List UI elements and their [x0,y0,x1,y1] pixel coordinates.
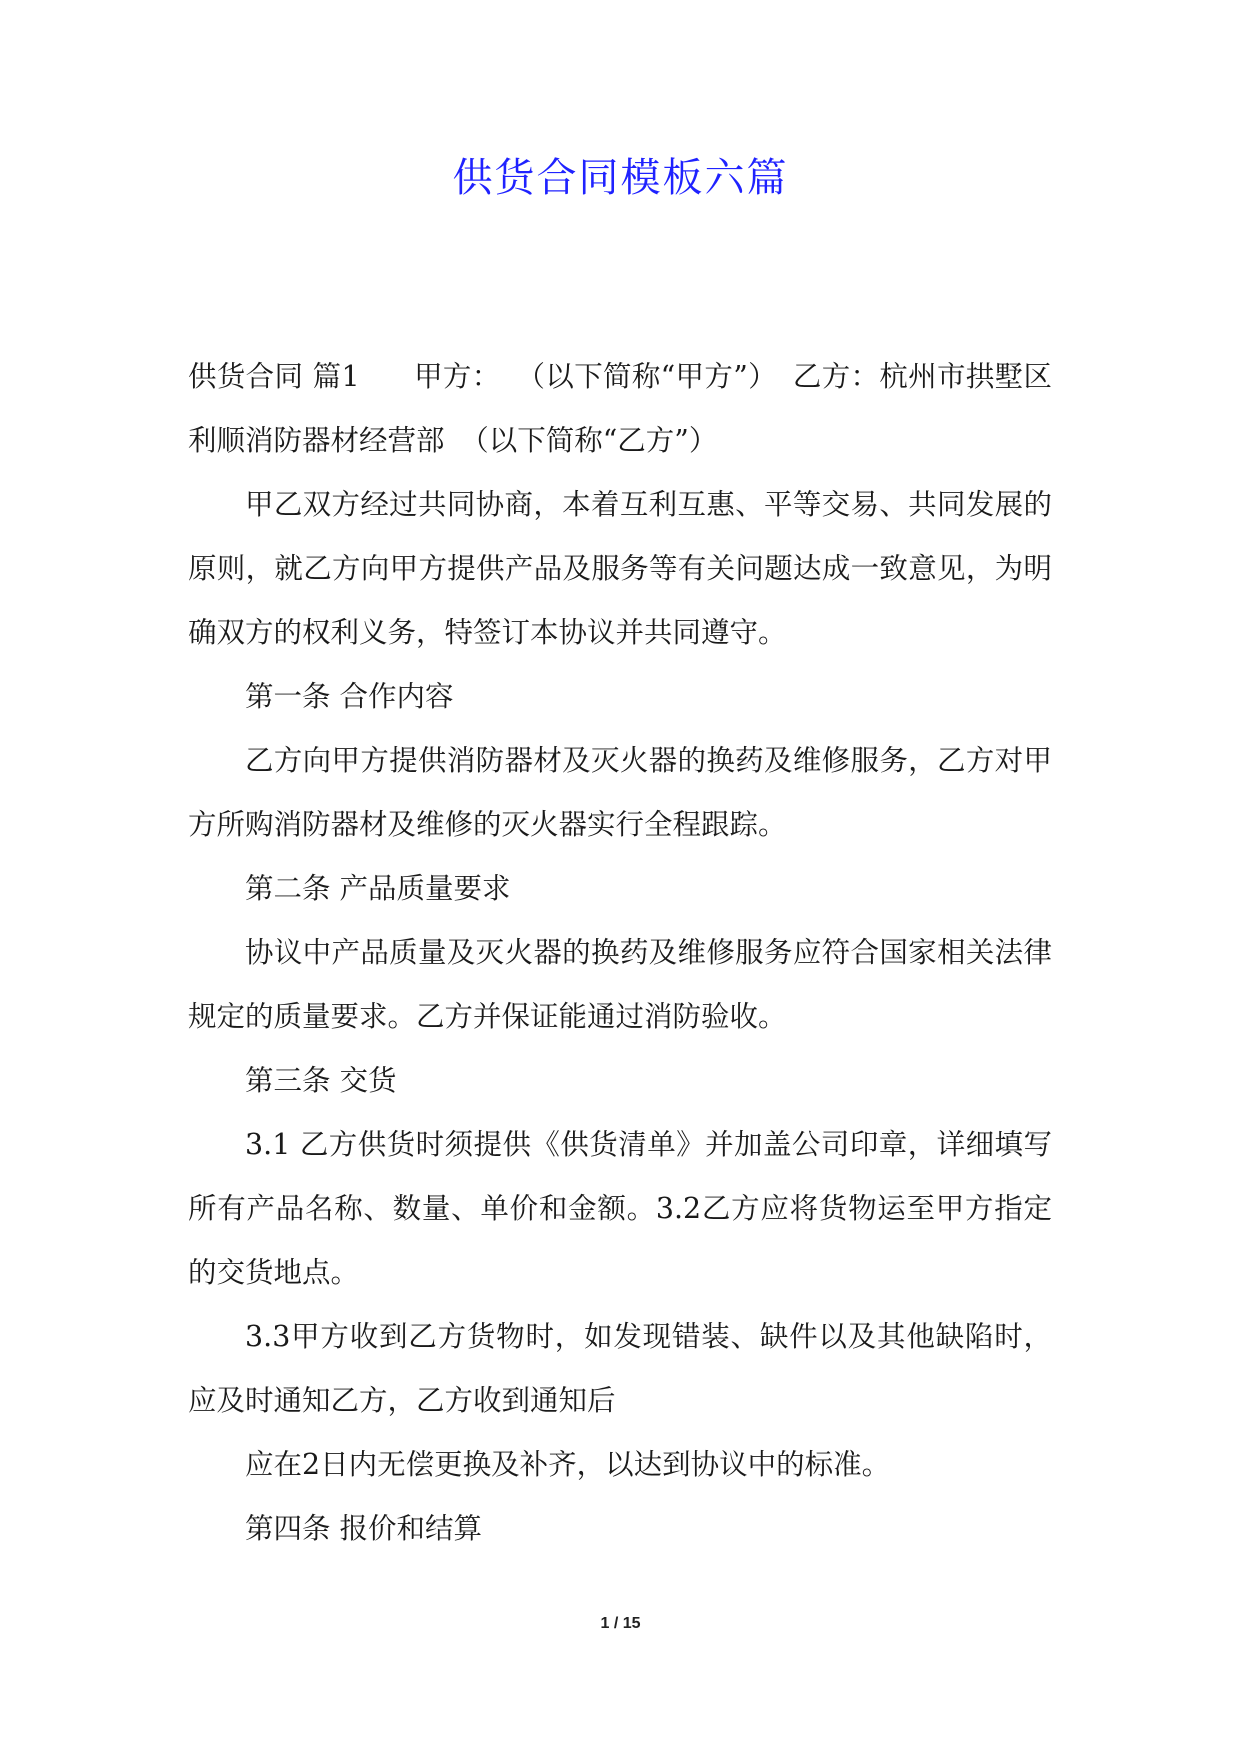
paragraph-preamble: 甲乙双方经过共同协商，本着互利互惠、平等交易、共同发展的原则，就乙方向甲方提供产品及服务等有关问题达成一致意见，为明确双方的权利义务，特签订本协议并共同遵守。 [188,488,1052,649]
article-2-text: 协议中产品质量及灭火器的换药及维修服务应符合国家相关法律规定的质量要求。乙方并保证能通过消防验收。 [188,936,1052,1033]
party-b-label: 乙方：杭州市拱墅区利顺消防器材经营部 [188,360,1052,457]
document-title: 供货合同模板六篇 [452,155,789,201]
article-2-heading: 第二条 产品质量要求 [245,872,511,905]
page-number: 1 / 15 [600,1615,641,1632]
party-a-note: （以下简称“甲方”） [516,360,777,393]
article-1-text: 乙方向甲方提供消防器材及灭火器的换药及维修服务，乙方对甲方所购消防器材及维修的灭火器实行全程跟踪。 [188,744,1052,841]
article-1-heading: 第一条 合作内容 [245,680,454,713]
document-body [188,345,1052,1561]
article-3-clause-1: 3.1 乙方供货时须提供《供货清单》并加盖公司印章，详细填写所有产品名称、数量、单价和金额。3.2乙方应将货物运至甲方指定的交货地点。 [188,1128,1052,1289]
article-4-heading: 第四条 报价和结算 [245,1512,483,1545]
article-3-heading: 第三条 交货 [245,1064,397,1097]
party-a-label: 甲方： [413,360,501,393]
party-b-note: （以下简称“乙方”） [460,424,718,457]
contract-heading: 供货合同 篇1 [188,360,360,393]
article-3-clause-3-cont: 应在2日内无偿更换及补齐，以达到协议中的标准。 [245,1448,891,1481]
article-3-clause-3: 3.3甲方收到乙方货物时，如发现错装、缺件以及其他缺陷时，应及时通知乙方，乙方收到通知后 [188,1320,1052,1417]
intro-paragraph [188,345,1052,473]
